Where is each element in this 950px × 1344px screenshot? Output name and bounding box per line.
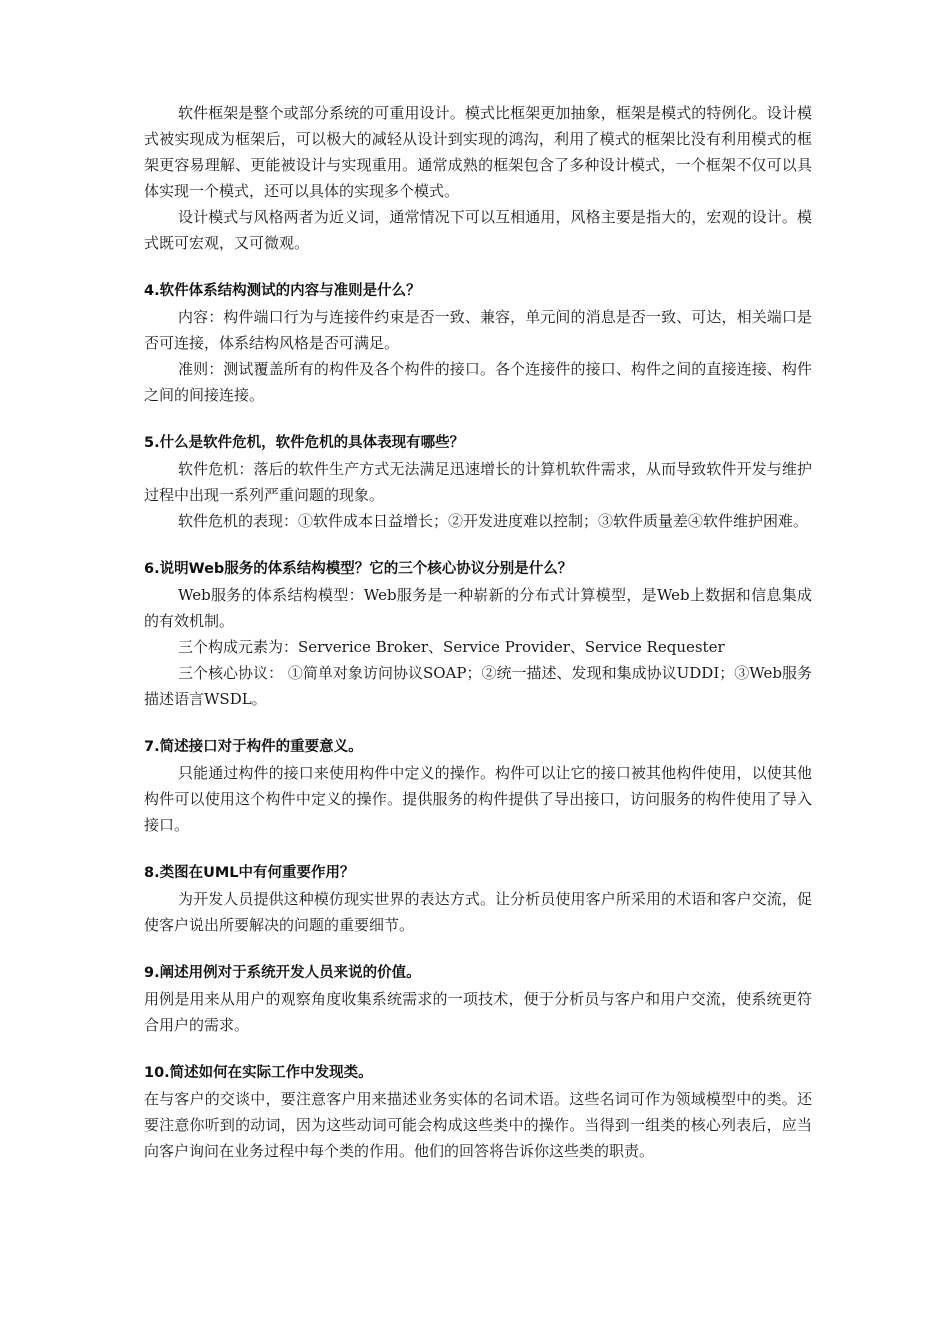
question-heading: 9.阐述用例对于系统开发人员来说的价值。 xyxy=(144,965,421,981)
intro-paragraph: 设计模式与风格两者为近义词，通常情况下可以互相通用，风格主要是指大的，宏观的设计。模式既可宏观，又可微观。 xyxy=(144,208,812,252)
answer-paragraph: 三个构成元素为：Serverice Broker、Service Provider、Service Requester xyxy=(178,638,725,656)
answer-paragraph: 内容：构件端口行为与连接件约束是否一致、兼容，单元间的消息是否一致、可达，相关端口是否可连接，体系结构风格是否可满足。 xyxy=(144,308,812,352)
question-section-6 xyxy=(144,556,812,712)
document-page xyxy=(144,100,812,1164)
answer-paragraph: Web服务的体系结构模型：Web服务是一种崭新的分布式计算模型，是Web上数据和信息集成的有效机制。 xyxy=(144,586,812,630)
question-section-10 xyxy=(144,1060,812,1164)
question-section-5 xyxy=(144,430,812,534)
question-heading: 10.简述如何在实际工作中发现类。 xyxy=(144,1065,373,1081)
question-heading: 4.软件体系结构测试的内容与准则是什么？ xyxy=(144,283,421,299)
answer-paragraph: 三个核心协议： ①简单对象访问协议SOAP；②统一描述、发现和集成协议UDDI；③Web服务描述语言WSDL。 xyxy=(144,664,812,708)
question-section-8 xyxy=(144,860,812,938)
answer-paragraph: 准则：测试覆盖所有的构件及各个构件的接口。各个连接件的接口、构件之间的直接连接、构件之间的间接连接。 xyxy=(144,360,812,404)
answer-paragraph: 为开发人员提供这种模仿现实世界的表达方式。让分析员使用客户所采用的术语和客户交流，促使客户说出所要解决的问题的重要细节。 xyxy=(144,890,812,934)
question-section-7 xyxy=(144,734,812,838)
question-heading: 5.什么是软件危机，软件危机的具体表现有哪些？ xyxy=(144,435,465,451)
question-heading: 7.简述接口对于构件的重要意义。 xyxy=(144,739,363,755)
question-section-4 xyxy=(144,278,812,408)
intro-paragraph: 软件框架是整个或部分系统的可重用设计。模式比框架更加抽象，框架是模式的特例化。设计模式被实现成为框架后，可以极大的减轻从设计到实现的鸿沟，利用了模式的框架比没有利用模式的框架更容易理解、更能被设计与实现重用。通常成熟的框架包含了多种设计模式，一个框架不仅可以具体实现一个模式，还可以具体的实现多个模式。 xyxy=(144,104,812,200)
question-heading: 8.类图在UML中有何重要作用？ xyxy=(144,865,355,881)
answer-paragraph: 软件危机：落后的软件生产方式无法满足迅速增长的计算机软件需求，从而导致软件开发与维护过程中出现一系列严重问题的现象。 xyxy=(144,460,812,504)
question-heading: 6.说明Web服务的体系结构模型？它的三个核心协议分别是什么？ xyxy=(144,561,573,577)
question-section-9 xyxy=(144,960,812,1038)
answer-paragraph: 用例是用来从用户的观察角度收集系统需求的一项技术，便于分析员与客户和用户交流，使系统更符合用户的需求。 xyxy=(144,990,812,1034)
answer-paragraph: 只能通过构件的接口来使用构件中定义的操作。构件可以让它的接口被其他构件使用，以使其他构件可以使用这个构件中定义的操作。提供服务的构件提供了导出接口，访问服务的构件使用了导入接口。 xyxy=(144,764,812,834)
answer-paragraph: 软件危机的表现：①软件成本日益增长；②开发进度难以控制；③软件质量差④软件维护困难。 xyxy=(178,512,809,530)
intro-section xyxy=(144,100,812,256)
answer-paragraph: 在与客户的交谈中，要注意客户用来描述业务实体的名词术语。这些名词可作为领域模型中的类。还要注意你听到的动词，因为这些动词可能会构成这些类中的操作。当得到一组类的核心列表后，应当向客户询问在业务过程中每个类的作用。他们的回答将告诉你这些类的职责。 xyxy=(144,1090,812,1160)
